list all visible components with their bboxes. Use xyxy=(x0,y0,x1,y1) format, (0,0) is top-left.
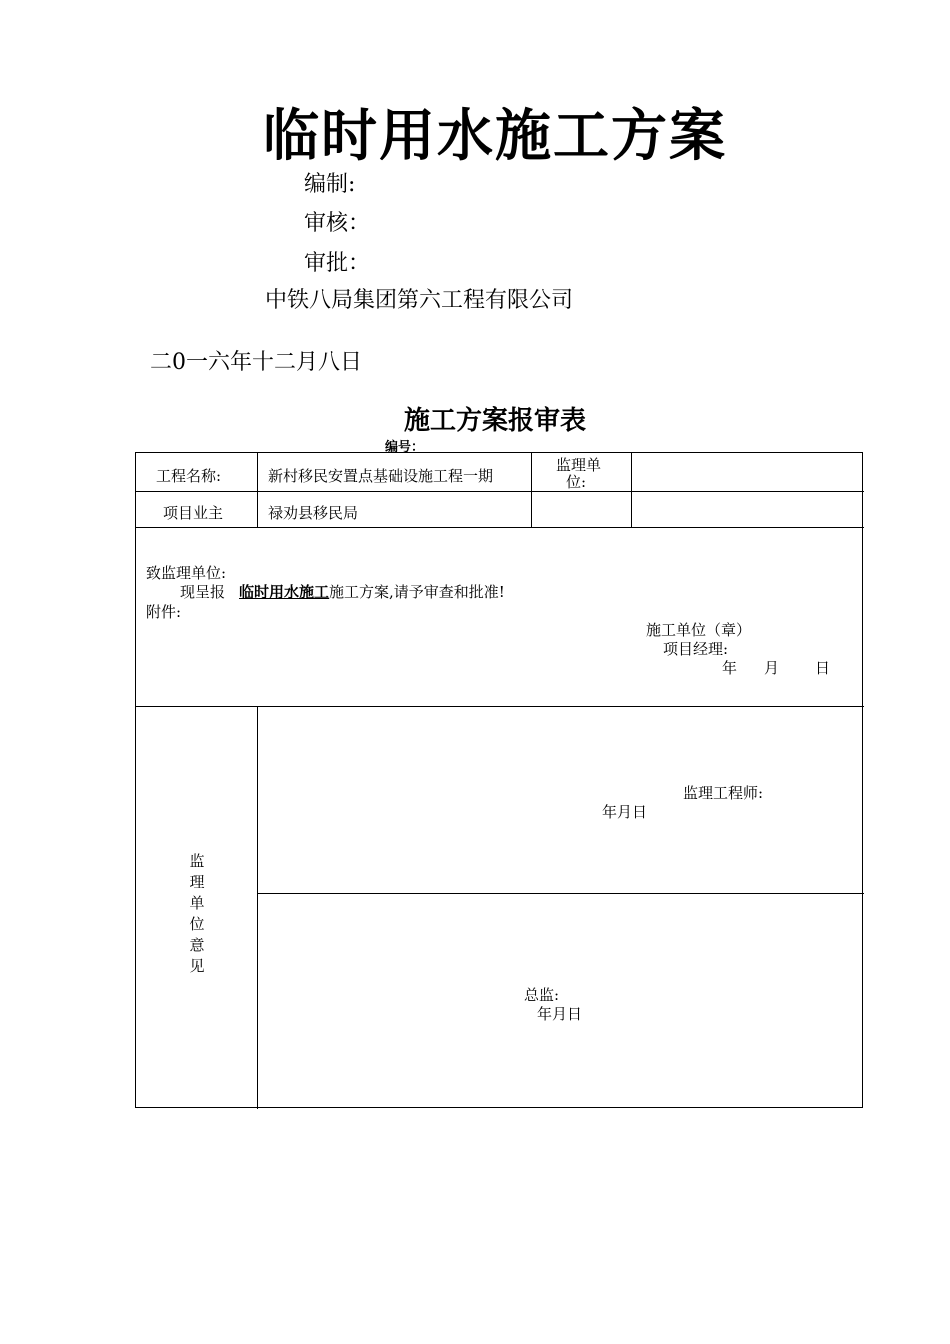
addressee-label: 致监理单位: xyxy=(146,564,227,582)
submission-form xyxy=(135,452,863,1108)
chief-supervisor-label: 总监: xyxy=(524,986,560,1004)
form-title: 施工方案报审表 xyxy=(403,406,586,436)
supervision-opinion-label: 监理单位意见 xyxy=(189,852,205,975)
supervising-engineer-label: 监理工程师: xyxy=(683,784,764,802)
form-row-divider xyxy=(136,706,864,707)
project-manager-label: 项目经理: xyxy=(663,640,729,658)
company-name: 中铁八局集团第六工程有限公司 xyxy=(265,288,574,313)
supervision-unit-label-cont: 位: xyxy=(566,473,587,491)
form-col-divider xyxy=(257,706,258,1109)
reviewed-label: 审核： xyxy=(304,211,371,236)
compiled-label: 编制: xyxy=(304,172,356,197)
submission-suffix: 施工方案,请予审查和批准! xyxy=(329,583,505,601)
form-col-divider xyxy=(257,453,258,527)
cover-title: 临时用水施工方案 xyxy=(263,104,727,169)
form-row-divider xyxy=(136,491,864,492)
form-row-divider xyxy=(257,893,864,894)
approved-label: 审批： xyxy=(304,251,371,276)
submission-subject: 临时用水施工 xyxy=(239,583,330,601)
date-month: 月 xyxy=(764,659,780,677)
serial-number-label: 编号： xyxy=(385,440,425,455)
form-row-divider xyxy=(136,527,864,528)
attachment-label: 附件: xyxy=(146,603,182,621)
chief-date: 年月日 xyxy=(537,1005,583,1023)
project-name-value: 新村移民安置点基础设施工程一期 xyxy=(268,467,494,485)
owner-label: 项目业主 xyxy=(163,504,224,522)
project-name-label: 工程名称: xyxy=(156,467,222,485)
submission-statement xyxy=(180,581,505,602)
cover-date: 二0一六年十二月八日 xyxy=(150,350,362,375)
date-day: 日 xyxy=(815,659,831,677)
form-col-divider xyxy=(531,453,532,527)
supervision-unit-label: 监理单 xyxy=(556,456,602,474)
engineer-date: 年月日 xyxy=(602,803,648,821)
form-col-divider xyxy=(631,453,632,527)
submission-prefix: 现呈报 xyxy=(180,583,226,601)
date-year: 年 xyxy=(722,659,738,677)
owner-value: 禄劝县移民局 xyxy=(268,504,359,522)
construction-unit-label: 施工单位（章） xyxy=(646,621,752,639)
